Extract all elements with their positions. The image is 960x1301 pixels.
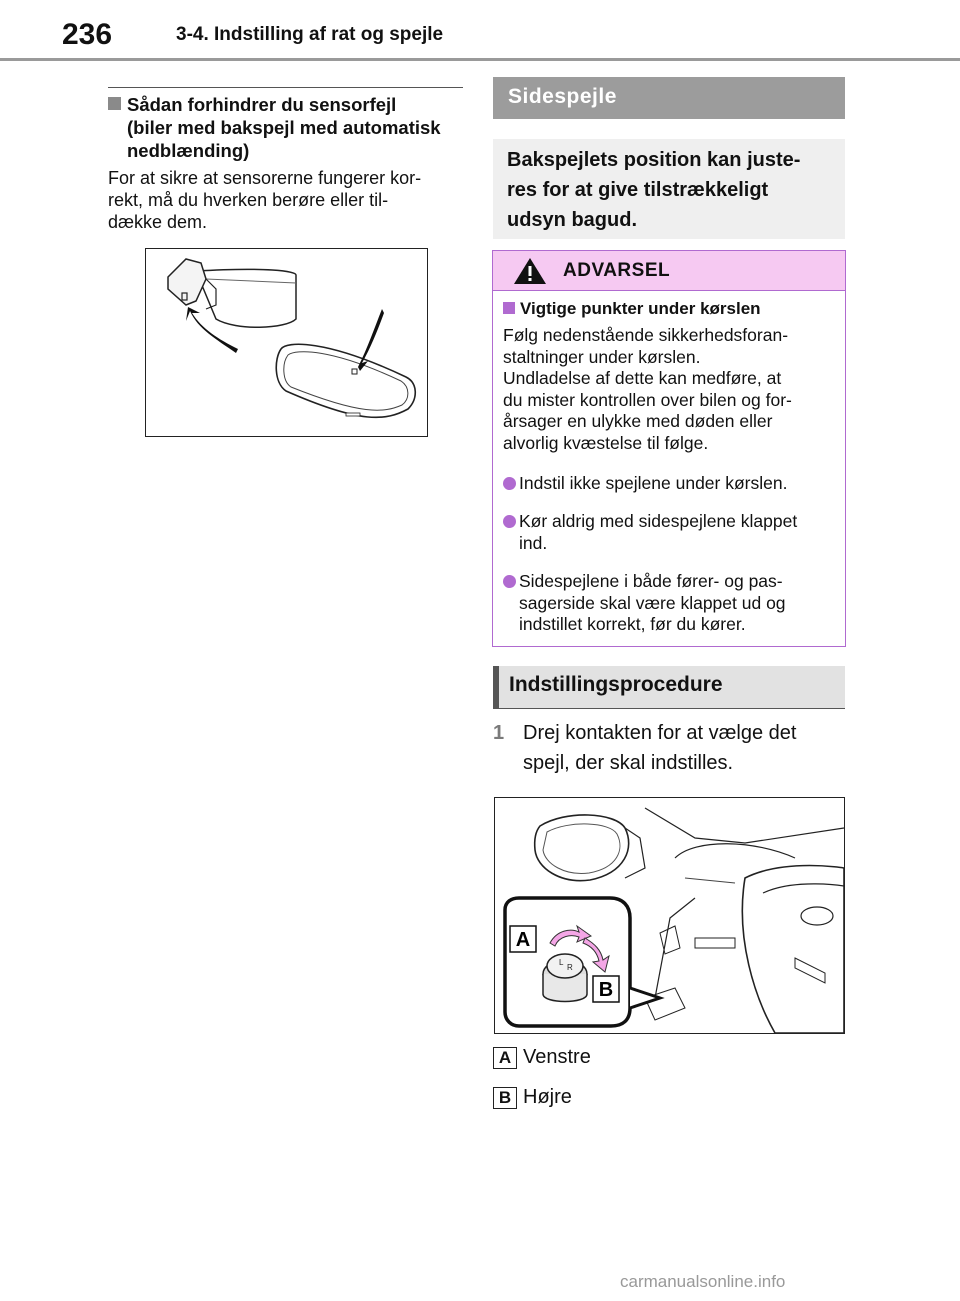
page-number: 236 <box>62 18 113 51</box>
rearview-mirror-illustration <box>145 248 428 437</box>
svg-text:L: L <box>559 958 564 967</box>
circle-bullet-icon <box>503 477 516 490</box>
section-title-adjustment-procedure: Indstillingsprocedure <box>493 666 845 709</box>
step-number: 1 <box>493 722 505 744</box>
intro-box <box>493 139 845 239</box>
warning-bullet: Indstil ikke spejlene under kørslen. <box>503 473 838 495</box>
label-a: A <box>515 929 531 951</box>
sensor-heading-line-3: nedblænding) <box>127 140 250 161</box>
warning-triangle-icon <box>513 257 547 285</box>
header-divider <box>0 58 960 61</box>
warning-label: ADVARSEL <box>563 260 671 281</box>
svg-text:R: R <box>567 963 573 972</box>
warning-header <box>493 251 845 291</box>
mirror-switch-drawing <box>495 798 844 1033</box>
warning-bullet: Kør aldrig med sidespejlene klappet ind. <box>503 511 838 554</box>
label-b: B <box>598 979 614 1001</box>
mirror-switch-illustration <box>494 797 845 1034</box>
step-text: Drej kontakten for at vælge det spejl, der skal indstilles. <box>523 722 797 774</box>
warning-paragraph: Følg nedenstående sikkerhedsforan- staltninger under kørslen. Undladelse af dette kan medføre, at du mister kontrollen over bilen og for- årsager en ulykke med døden eller alvorlig kvæstelse til følge. <box>503 325 792 453</box>
warning-bullet: Sidespejlene i både fører- og pas- sagerside skal være klappet ud og indstillet korrekt, før du kører. <box>503 571 838 636</box>
sensor-heading <box>108 93 464 162</box>
circle-bullet-icon <box>503 515 516 528</box>
circle-bullet-icon <box>503 575 516 588</box>
rearview-mirror-drawing <box>146 249 427 436</box>
section-title-side-mirrors: Sidespejle <box>493 77 845 119</box>
warning-subheading: Vigtige punkter under kørslen <box>503 299 838 319</box>
left-divider <box>108 87 463 88</box>
warning-box <box>492 250 846 647</box>
legend-text-left: Venstre <box>523 1046 591 1068</box>
intro-text: Bakspejlets position kan juste- res for at give tilstrækkeligt udsyn bagud. <box>507 149 801 231</box>
legend-key-b: B <box>493 1087 517 1109</box>
sensor-heading-line-1: Sådan forhindrer du sensorfejl <box>108 93 464 116</box>
square-bullet-icon <box>108 97 121 110</box>
chapter-title: 3-4. Indstilling af rat og spejle <box>176 24 444 45</box>
legend-text-right: Højre <box>523 1086 572 1108</box>
footer-watermark: carmanualsonline.info <box>620 1272 786 1291</box>
legend-key-a: A <box>493 1047 517 1069</box>
sensor-heading-line-2: (biler med bakspejl med automatisk <box>127 117 441 138</box>
sensor-body-text: For at sikre at sensorerne fungerer kor- rekt, må du hverken berøre eller til- dække dem. <box>108 168 422 232</box>
square-bullet-icon <box>503 302 515 314</box>
